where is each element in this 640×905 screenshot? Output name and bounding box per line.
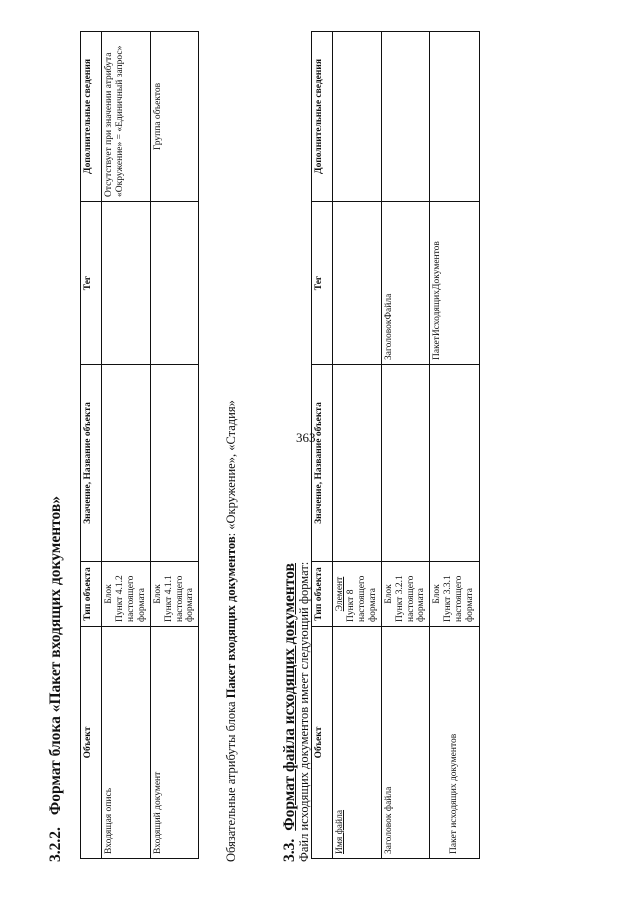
cell-info [430, 32, 480, 202]
note-bold: Пакет входящих документов [224, 536, 238, 699]
table-2-wrapper [311, 31, 480, 859]
cell-type [381, 562, 430, 627]
cell-info [333, 32, 382, 202]
section-33-subtitle: Файл исходящих документов имеет следующий формат: [297, 561, 311, 862]
type-line: Пункт 3.2.1 [394, 575, 405, 622]
section-33-title: Формат файла исходящих документов [281, 562, 298, 831]
type-line: настоящего [125, 575, 136, 622]
cell-object: Входящая опись [102, 627, 151, 859]
type-line: Блок [104, 584, 114, 604]
table-1-header: Значение, Название объекта [81, 365, 102, 562]
cell-object: Входящий документ [150, 627, 199, 859]
cell-value [102, 365, 151, 562]
type-line: формата [465, 588, 476, 622]
table-2-header: Тип объекта [312, 562, 333, 627]
cell-value [150, 365, 199, 562]
table-1-header: Дополнительные сведения [81, 32, 102, 202]
section-33-number: 3.3. [281, 838, 298, 862]
cell-object: Имя файла [333, 627, 382, 859]
table-1 [80, 31, 199, 859]
type-line: настоящего [454, 575, 465, 622]
cell-info: Группа объектов [150, 32, 199, 202]
cell-object: Заголовок файла [381, 627, 430, 859]
type-line: Блок [432, 584, 443, 604]
type-line: Пункт 4.1.1 [163, 575, 174, 622]
type-line: настоящего [174, 575, 185, 622]
required-attributes-note [224, 400, 239, 862]
type-line: Пункт 3.3.1 [443, 575, 454, 622]
type-line: Элемент [335, 576, 345, 612]
page-number: 363 [296, 430, 316, 445]
cell-type [150, 562, 199, 627]
table-2-header: Тег [312, 202, 333, 365]
table-row [381, 32, 430, 859]
section-322-heading [47, 496, 65, 862]
table-2-header-row [312, 32, 333, 859]
note-prefix: Обязательные атрибуты блока [224, 698, 238, 862]
table-2-header: Объект [312, 627, 333, 859]
cell-tag: ЗаголовокФайла [381, 202, 430, 365]
type-line: Блок [383, 584, 394, 604]
type-line: настоящего [405, 575, 416, 622]
table-1-header: Тип объекта [81, 562, 102, 627]
cell-type [102, 562, 151, 627]
table-row [430, 32, 480, 859]
table-2-header: Значение, Название объекта [312, 365, 333, 562]
cell-value [333, 365, 382, 562]
section-322-title: Формат блока «Пакет входящих документов» [47, 495, 64, 816]
cell-info [381, 32, 430, 202]
table-1-header: Объект [81, 627, 102, 859]
type-line: формата [416, 588, 427, 622]
cell-type [430, 562, 480, 627]
cell-tag [150, 202, 199, 365]
cell-type [333, 562, 382, 627]
cell-object: Пакет исходящих документов [430, 627, 480, 859]
table-2-header: Дополнительные сведения [312, 32, 333, 202]
table-row [150, 32, 199, 859]
section-322-number: 3.2.2. [47, 827, 64, 862]
type-line: формата [136, 588, 147, 622]
table-row [102, 32, 151, 859]
type-line: настоящего [356, 575, 367, 622]
note-suffix: : «Окружение», «Стадия» [224, 400, 238, 537]
table-1-header: Тег [81, 202, 102, 365]
type-line: Пункт 8 [345, 589, 356, 622]
cell-tag: ПакетИсходящихДокументов [430, 202, 480, 365]
type-line: Блок [152, 584, 163, 604]
cell-tag [102, 202, 151, 365]
table-1-header-row [81, 32, 102, 859]
type-line: Пункт 4.1.2 [114, 575, 125, 622]
cell-tag [333, 202, 382, 365]
cell-value [430, 365, 480, 562]
cell-value [381, 365, 430, 562]
table-2 [311, 31, 480, 859]
type-line: формата [185, 588, 196, 622]
table-1-wrapper [80, 31, 199, 859]
table-row [333, 32, 382, 859]
type-line: формата [367, 588, 378, 622]
cell-info: Отсутствует при значении атрибута «Окружение» = «Единичный запрос» [102, 32, 151, 202]
